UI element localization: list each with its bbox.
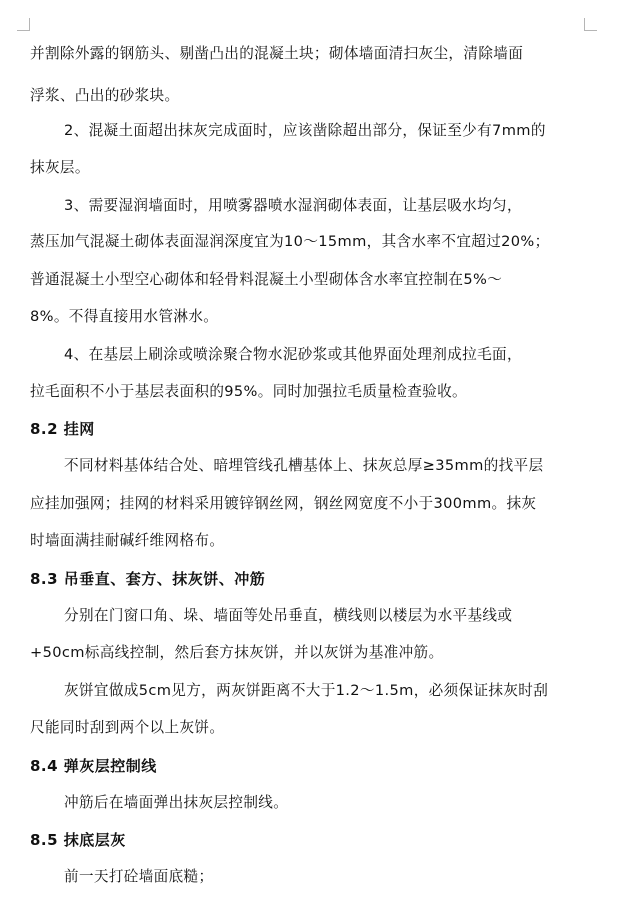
- page-corner-mark: [584, 18, 597, 31]
- section-heading: 8.5 抹底层灰: [30, 831, 126, 849]
- paragraph-line: +50cm标高线控制，然后套方抹灰饼，并以灰饼为基准冲筋。: [30, 644, 444, 661]
- paragraph-line: 前一天打砼墙面底糙；: [64, 868, 214, 885]
- paragraph-line: 应挂加强网；挂网的材料采用镀锌钢丝网，钢丝网宽度不小于300mm。抹灰: [30, 495, 537, 512]
- paragraph-line: 普通混凝土小型空心砌体和轻骨料混凝土小型砌体含水率宜控制在5%～: [30, 271, 503, 288]
- paragraph-line: 4、在基层上刷涂或喷涂聚合物水泥砂浆或其他界面处理剂成拉毛面，: [64, 346, 522, 363]
- page-corner-mark: [17, 18, 30, 31]
- paragraph-line: 8%。不得直接用水管淋水。: [30, 308, 219, 325]
- paragraph-line: 拉毛面积不小于基层表面积的95%。同时加强拉毛质量检查验收。: [30, 383, 467, 400]
- paragraph-line: 灰饼宜做成5cm见方，两灰饼距离不大于1.2～1.5m，必须保证抹灰时刮: [64, 682, 549, 699]
- paragraph-line: 并割除外露的钢筋头、剔凿凸出的混凝土块；砌体墙面清扫灰尘，清除墙面: [30, 45, 524, 62]
- paragraph-line: 尺能同时刮到两个以上灰饼。: [30, 719, 225, 736]
- section-heading: 8.4 弹灰层控制线: [30, 757, 157, 775]
- paragraph-line: 蒸压加气混凝土砌体表面湿润深度宜为10～15mm，其含水率不宜超过20%；: [30, 233, 550, 250]
- paragraph-line: 浮浆、凸出的砂浆块。: [30, 87, 180, 104]
- section-heading: 8.2 挂网: [30, 420, 95, 438]
- paragraph-line: 分别在门窗口角、垛、墙面等处吊垂直，横线则以楼层为水平基线或: [64, 607, 513, 624]
- paragraph-line: 时墙面满挂耐碱纤维网格布。: [30, 532, 225, 549]
- paragraph-line: 冲筋后在墙面弹出抹灰层控制线。: [64, 794, 289, 811]
- paragraph-line: 3、需要湿润墙面时，用喷雾器喷水湿润砌体表面，让基层吸水均匀，: [64, 197, 522, 214]
- paragraph-line: 不同材料基体结合处、暗埋管线孔槽基体上、抹灰总厚≥35mm的找平层: [64, 457, 544, 474]
- paragraph-line: 2、混凝土面超出抹灰完成面时，应该凿除超出部分，保证至少有7mm的: [64, 122, 546, 139]
- section-heading: 8.3 吊垂直、套方、抹灰饼、冲筋: [30, 570, 266, 588]
- paragraph-line: 抹灰层。: [30, 159, 90, 176]
